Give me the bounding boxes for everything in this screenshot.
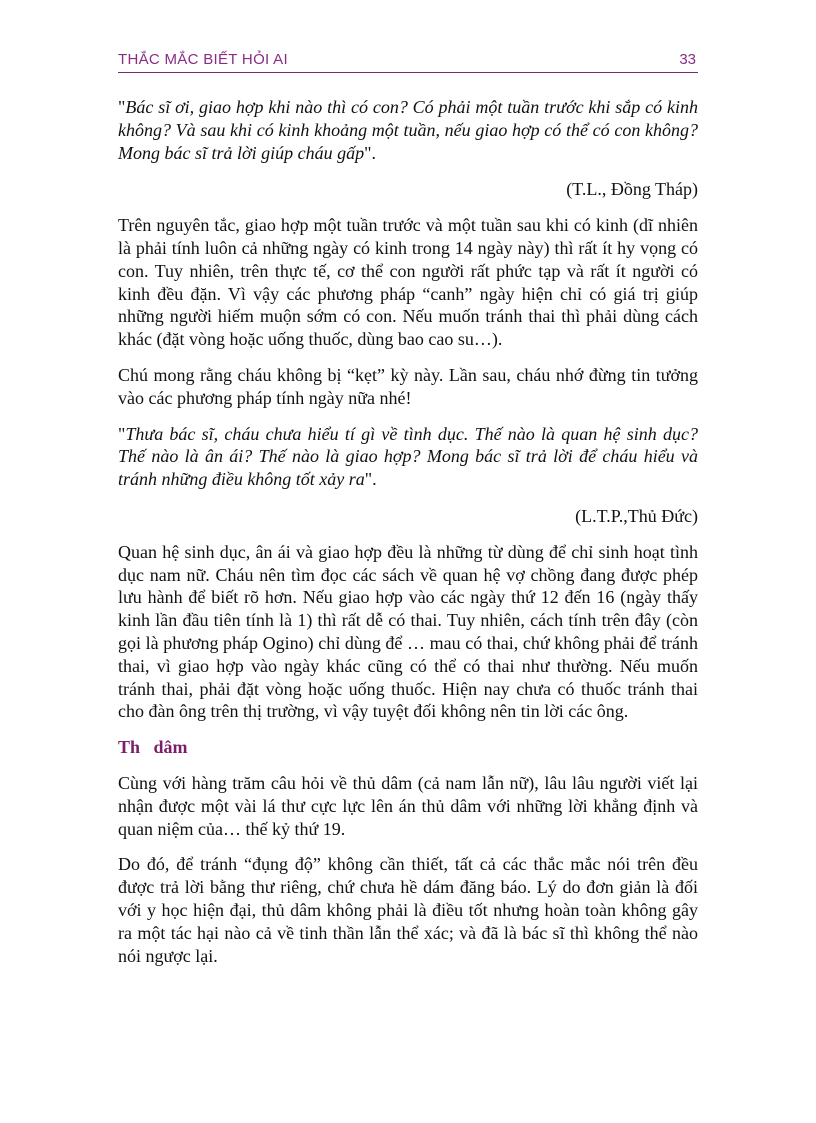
- open-quote: ": [118, 423, 126, 444]
- question-2: [118, 423, 698, 491]
- question-2-text: Thưa bác sĩ, cháu chưa hiểu tí gì về tình dục. Thế nào là quan hệ sinh dục? Thế nào là ân ái? Thế nào là giao hợp? Mong bác sĩ trả lời để cháu hiểu và tránh những điều không tốt xảy ra: [118, 423, 698, 490]
- question-1-signature: (T.L., Đồng Tháp): [566, 179, 698, 200]
- running-title: THẮC MẮC BIẾT HỎI AI: [118, 51, 288, 68]
- answer-1-paragraph-2: Chú mong rằng cháu không bị “kẹt” kỳ này. Lần sau, cháu nhớ đừng tin tưởng vào các phương pháp tính ngày nữa nhé!: [118, 364, 698, 408]
- open-quote: ": [118, 97, 126, 117]
- page-header: [118, 50, 698, 73]
- answer-1-paragraph-1: Trên nguyên tắc, giao hợp một tuần trước và một tuần sau khi có kinh (dĩ nhiên là phải tính luôn cả những ngày có kinh trong 14 ngày này) thì rất ít hy vọng có con. Tuy nhiên, trên thực tế, cơ thể con người rất phức tạp và rất ít người có kinh đều đặn. Vì vậy các phương pháp “canh” ngày hiện chỉ có giá trị giúp những người hiếm muộn sớm có con. Nếu muốn tránh thai thì phải dùng cách khác (đặt vòng hoặc uống thuốc, dùng bao cao su…).: [118, 215, 698, 350]
- close-quote: ".: [364, 469, 377, 490]
- section-heading: Th dâm: [118, 737, 188, 758]
- paragraph-3: Cùng với hàng trăm câu hỏi về thủ dâm (cả nam lẫn nữ), lâu lâu người viết lại nhận được một vài lá thư cực lực lên án thủ dâm với những lời khẳng định và quan niệm của… thế kỷ thứ 19.: [118, 772, 698, 839]
- paragraph-4: Do đó, để tránh “đụng độ” không cần thiết, tất cả các thắc mắc nói trên đều được trả lời bằng thư riêng, chứ chưa hề dám đăng báo. Lý do đơn giản là đối với y học hiện đại, thủ dâm không phải là điều tốt nhưng hoàn toàn không gây ra một tác hại nào cả về tinh thần lẫn thể xác; và đã là bác sĩ thì không thể nào nói ngược lại.: [118, 854, 698, 966]
- question-2-signature: (L.T.P.,Thủ Đức): [575, 505, 698, 526]
- page-body: [118, 96, 698, 967]
- close-quote: ".: [364, 142, 376, 163]
- question-1: [118, 96, 698, 164]
- answer-2-paragraph: Quan hệ sinh dục, ân ái và giao hợp đều là những từ dùng để chỉ sinh hoạt tình dục nam nữ. Cháu nên tìm đọc các sách về quan hệ vợ chồng đang được phép lưu hành để biết rõ hơn. Nếu giao hợp vào các ngày thứ 12 đến 16 (ngày thấy kinh lần đầu tiên tính là 1) thì rất dễ có thai. Tuy nhiên, cách tính trên đây (còn gọi là phương pháp Ogino) chỉ dùng để … mau có thai, chứ không phải để tránh thai, vì giao hợp vào ngày khác cũng có thể có thai như thường. Nếu muốn tránh thai, phải đặt vòng hoặc uống thuốc. Hiện nay chưa có thuốc tránh thai cho đàn ông trên thị trường, vì vậy tuyệt đối không nên tin lời các ông.: [118, 541, 698, 722]
- question-1-text: Bác sĩ ơi, giao hợp khi nào thì có con? Có phải một tuần trước khi sắp có kinh không? Và sau khi có kinh khoảng một tuần, nếu giao hợp có thể có con không? Mong bác sĩ trả lời giúp cháu gấp: [118, 97, 698, 163]
- page-number: 33: [679, 51, 696, 68]
